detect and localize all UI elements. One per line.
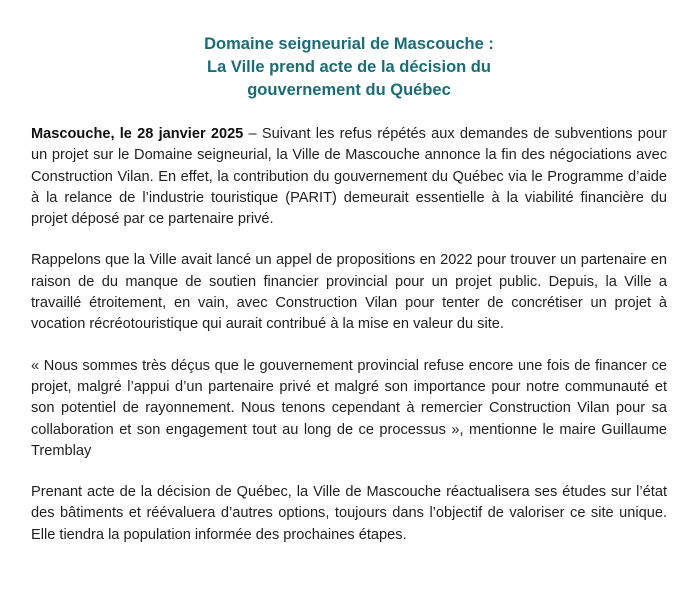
- title-line-2: La Ville prend acte de la décision du: [207, 58, 491, 76]
- title-line-3: gouvernement du Québec: [247, 81, 451, 99]
- press-release: [31, 33, 667, 566]
- paragraph-2: Rappelons que la Ville avait lancé un appel de propositions en 2022 pour trouver un partenaire en raison de du manque de soutien financier provincial pour un projet public. Depuis, la Ville a travaillé étroitement, en vain, avec Construction Vilan pour tenter de concrétiser un projet à vocation récréotouristique qui aurait contribué à la mise en valeur du site.: [31, 252, 667, 333]
- title-line-1: Domaine seigneurial de Mascouche :: [204, 35, 494, 53]
- paragraph-4: Prenant acte de la décision de Québec, la Ville de Mascouche réactualisera ses études sur l’état des bâtiments et réévaluera d’autres options, toujours dans l’objectif de valoriser ce site unique. Elle tiendra la population informée des prochaines étapes.: [31, 484, 667, 543]
- paragraph-1: [31, 124, 667, 230]
- paragraph-1-text: – Suivant les refus répétés aux demandes de subventions pour un projet sur le Domaine seigneurial, la Ville de Mascouche annonce la fin des négociations avec Construction Vilan. En effet, la contribution du gouvernement du Québec via le Programme d’aide à la relance de l’industrie touristique (PARIT) demeurait essentielle à la viabilité financière du projet déposé par ce partenaire privé.: [31, 126, 667, 228]
- dateline: Mascouche, le 28 janvier 2025: [31, 126, 244, 142]
- document-title: [31, 33, 667, 102]
- paragraph-3-quote: « Nous sommes très déçus que le gouvernement provincial refuse encore une fois de financer ce projet, malgré l’appui d’un partenaire privé et malgré son importance pour notre communauté et son potentiel de rayonnement. Nous tenons cependant à remercier Construction Vilan pour sa collaboration et son engagement tout au long de ce processus », mentionne le maire Guillaume Tremblay: [31, 357, 667, 459]
